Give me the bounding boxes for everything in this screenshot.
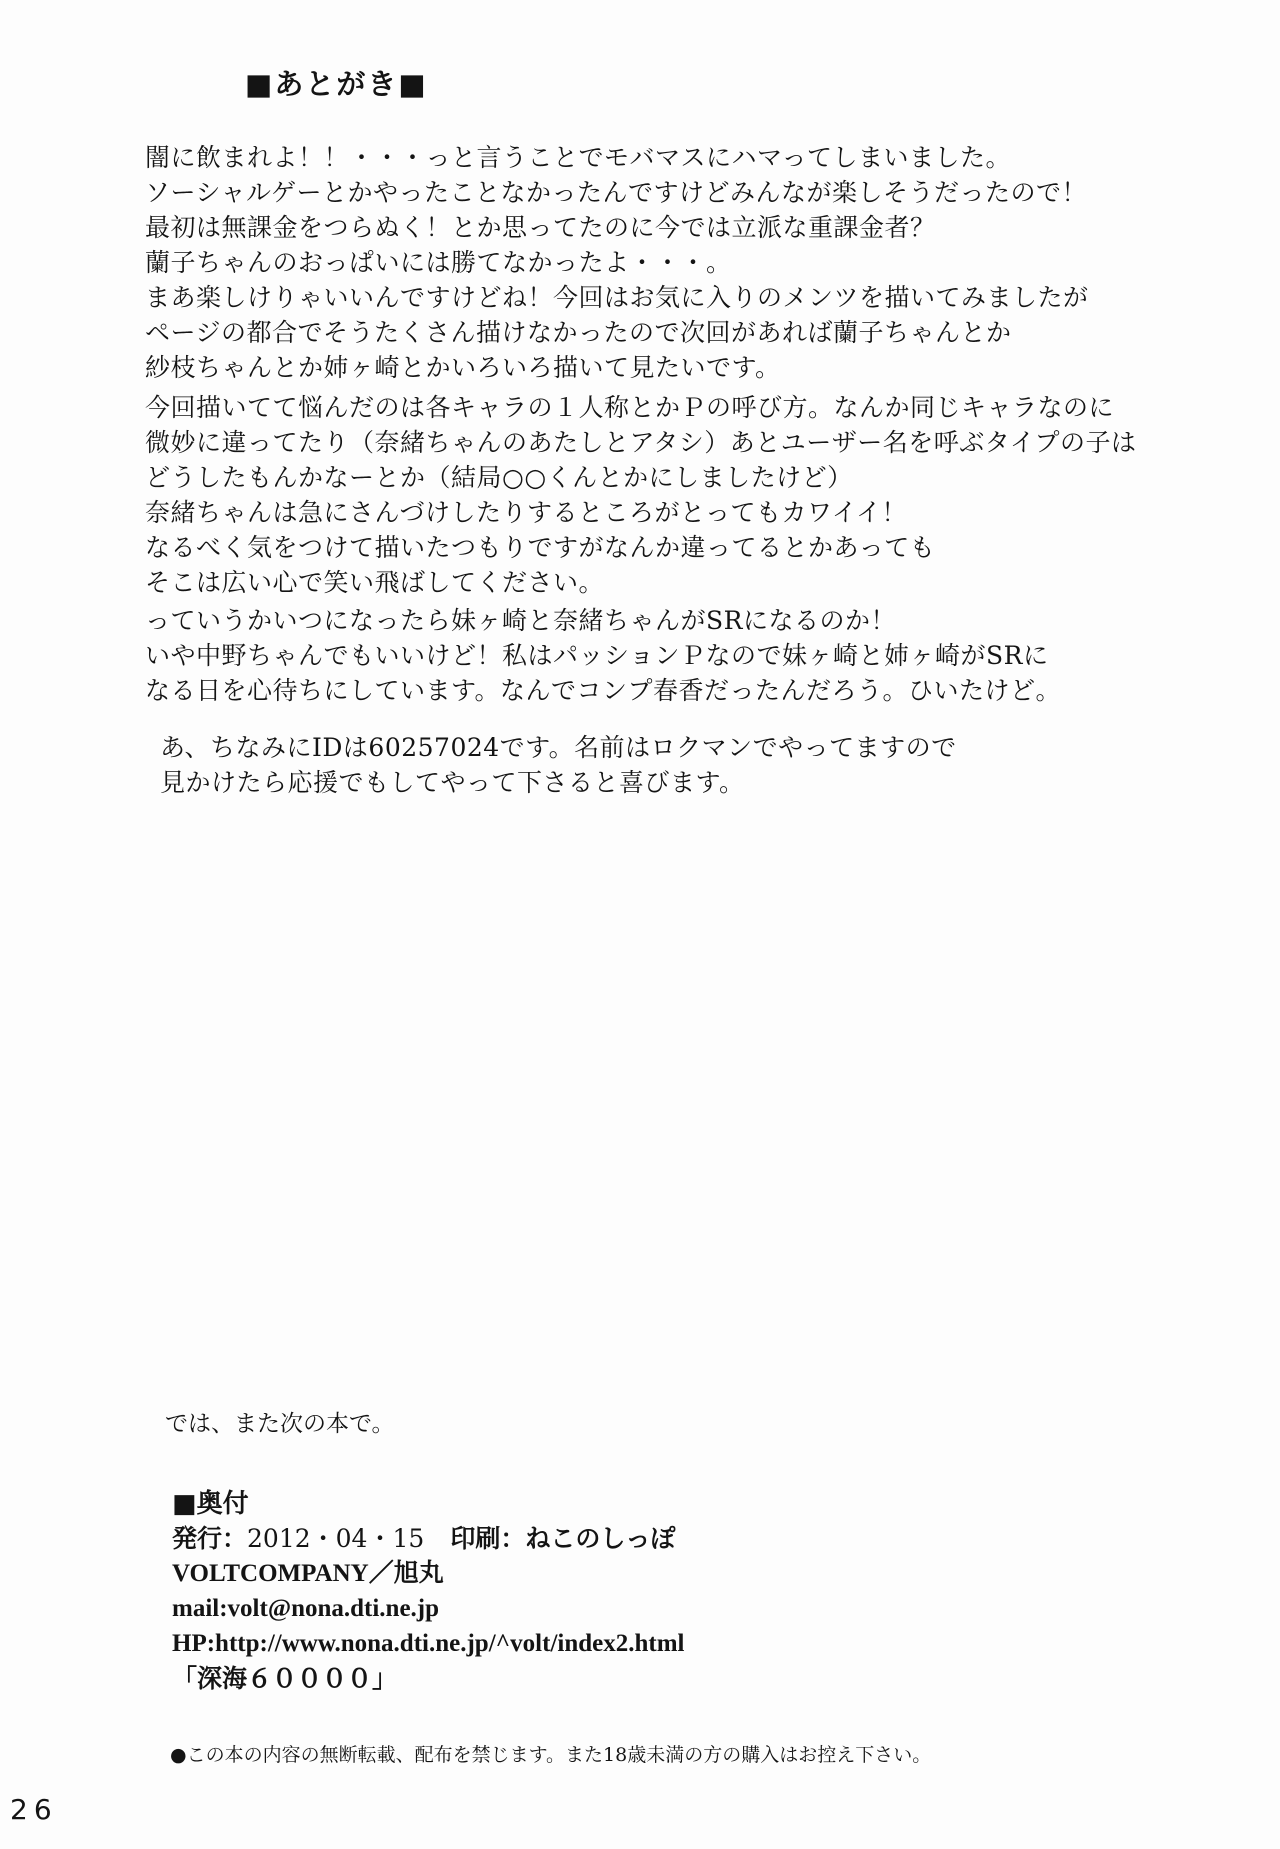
- paragraph-line: あ、ちなみにIDは60257024です。名前はロクマンでやってますので: [160, 733, 957, 762]
- closing-line: では、また次の本で。: [165, 1411, 395, 1437]
- paragraph-line: ページの都合でそうたくさん描けなかったので次回があれば蘭子ちゃんとか: [145, 318, 1012, 347]
- paragraph-line: 今回描いてて悩んだのは各キャラの１人称とかＰの呼び方。なんか同じキャラなのに: [145, 393, 1115, 422]
- paragraph-line: 微妙に違ってたり（奈緒ちゃんのあたしとアタシ）あとユーザー名を呼ぶタイプの子は: [145, 428, 1137, 457]
- colophon-heading: ■奥付: [172, 1489, 249, 1519]
- copyright-notice: ●この本の内容の無断転載、配布を禁じます。また18歳未満の方の購入はお控え下さい。: [170, 1744, 932, 1766]
- paragraph-line: そこは広い心で笑い飛ばしてください。: [145, 568, 605, 597]
- afterword-paragraph-2: [145, 390, 1145, 600]
- paragraph-line: 見かけたら応援でもしてやって下さると喜びます。: [160, 768, 745, 797]
- afterword-paragraph-3: [145, 603, 1145, 708]
- afterword-heading: ■あとがき■: [245, 67, 428, 101]
- colophon: [172, 1487, 685, 1696]
- paragraph-line: いや中野ちゃんでもいいけど！私はパッションＰなので妹ヶ崎と姉ヶ崎がSRに: [145, 641, 1049, 670]
- paragraph-line: 最初は無課金をつらぬく！とか思ってたのに今では立派な重課金者？: [145, 213, 936, 242]
- paragraph-line: ソーシャルゲーとかやったことなかったんですけどみんなが楽しそうだったので！: [145, 178, 1088, 207]
- issued-date: 2012・04・15: [247, 1524, 425, 1553]
- circle-name: VOLTCOMPANY／旭丸: [172, 1560, 444, 1587]
- page-number: 26: [10, 1793, 58, 1826]
- contact-mail: mail:volt@nona.dti.ne.jp: [172, 1595, 440, 1622]
- print-label: 印刷：: [450, 1524, 526, 1553]
- paragraph-line: 闇に飲まれよ！！・・・っと言うことでモバマスにハマってしまいました。: [145, 143, 1012, 172]
- book-title: 「深海６００００」: [172, 1664, 398, 1693]
- paragraph-line: どうしたもんかなーとか（結局○○くんとかにしましたけど）: [145, 463, 853, 492]
- colophon-issue-line: [172, 1521, 685, 1556]
- paragraph-line: なる日を心待ちにしています。なんでコンプ春香だったんだろう。ひいたけど。: [145, 676, 1062, 705]
- homepage-url: HP:http://www.nona.dti.ne.jp/^volt/index2.html: [172, 1630, 685, 1657]
- afterword-paragraph-4: [160, 730, 1160, 800]
- printer-name: ねこのしっぽ: [525, 1524, 676, 1553]
- paragraph-line: 蘭子ちゃんのおっぱいには勝てなかったよ・・・。: [145, 248, 732, 277]
- paragraph-line: まあ楽しけりゃいいんですけどね！今回はお気に入りのメンツを描いてみましたが: [145, 283, 1089, 312]
- afterword-paragraph-1: [145, 140, 1145, 385]
- paragraph-line: 紗枝ちゃんとか姉ヶ崎とかいろいろ描いて見たいです。: [145, 353, 781, 382]
- paragraph-line: っていうかいつになったら妹ヶ崎と奈緒ちゃんがSRになるのか！: [145, 606, 896, 635]
- paragraph-line: 奈緒ちゃんは急にさんづけしたりするところがとってもカワイイ！: [145, 498, 908, 527]
- paragraph-line: なるべく気をつけて描いたつもりですがなんか違ってるとかあっても: [145, 533, 936, 562]
- issued-label: 発行：: [172, 1524, 248, 1553]
